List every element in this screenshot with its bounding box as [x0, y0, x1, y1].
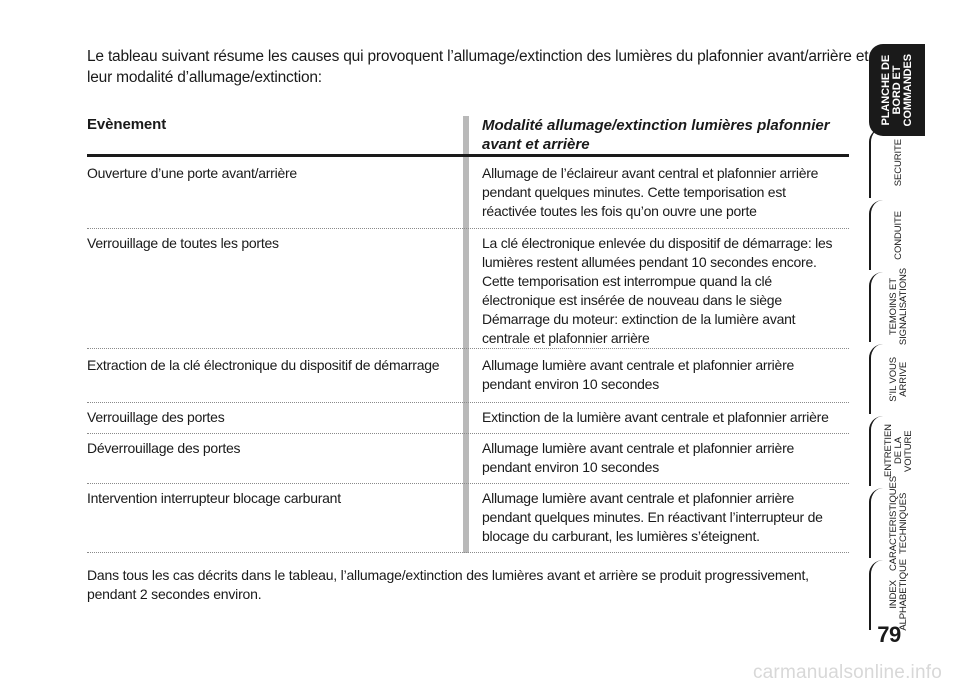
row-mode: Allumage lumière avant centrale et plafonnier arrière pendant environ 10 secondes	[482, 440, 795, 475]
row-mode: Allumage lumière avant centrale et plafonnier arrière pendant quelques minutes. En réactivant l’interrupteur de blocage du carburant, les lumières s’éteignent.	[482, 490, 823, 544]
row-mode: La clé électronique enlevée du dispositif de démarrage: les lumières restent allumées pendant 10 secondes encore. Cette temporisation est interrompue quand la clé électronique est insérée de nouveau dans le siège Démarrage du moteur: extinction de la lumière avant centrale et plafonnier arrière	[482, 235, 833, 346]
chapter-tabs	[869, 18, 960, 692]
row-separator	[87, 348, 849, 349]
column-divider	[463, 116, 469, 553]
header-rule	[87, 154, 849, 157]
tab-securite[interactable]	[869, 128, 925, 198]
tab-sil-vous-arrive[interactable]	[869, 344, 925, 414]
row-event: Verrouillage de toutes les portes	[87, 235, 279, 251]
row-separator	[87, 402, 849, 403]
intro-paragraph: Le tableau suivant résume les causes qui provoquent l’allumage/extinction des lumières du plafonnier avant/arrière et leur modalité d’allumage/extinction:	[87, 48, 869, 86]
tab-label: CARACTERISTIQUES TECHNIQUES	[888, 475, 909, 571]
tab-label: SECURITE	[893, 139, 904, 187]
tab-label: S’IL VOUS ARRIVE	[888, 356, 909, 402]
tab-label: CONDUITE	[893, 210, 904, 260]
tab-label: PLANCHE DE BORD ET COMMANDES	[879, 53, 914, 127]
header-mode: Modalité allumage/extinction lumières plafonnier avant et arrière	[482, 117, 830, 153]
header-event: Evènement	[87, 116, 167, 133]
row-event: Verrouillage des portes	[87, 409, 225, 425]
footnote: Dans tous les cas décrits dans le tableau, l’allumage/extinction des lumières avant et arrière se produit progressivement, pendant 2 secondes environ.	[87, 567, 809, 602]
page-number: 79	[877, 622, 901, 647]
tab-caracteristiques[interactable]	[869, 475, 925, 571]
tab-index[interactable]	[869, 560, 925, 630]
row-separator	[87, 228, 849, 229]
tab-conduite[interactable]	[869, 200, 925, 270]
row-mode: Allumage de l’éclaireur avant central et plafonnier arrière pendant quelques minutes. Cette temporisation est réactivée toutes les fois qu’on ouvre une porte	[482, 165, 819, 219]
row-mode: Extinction de la lumière avant centrale et plafonnier arrière	[482, 409, 829, 425]
row-event: Ouverture d’une porte avant/arrière	[87, 165, 297, 181]
row-separator	[87, 433, 849, 434]
row-event: Intervention interrupteur blocage carburant	[87, 490, 341, 506]
tab-label: ENTRETIEN DE LA VOITURE	[883, 424, 914, 478]
row-event: Extraction de la clé électronique du dispositif de démarrage	[87, 357, 440, 373]
row-separator	[87, 552, 849, 553]
watermark: carmanualsonline.info	[752, 662, 942, 683]
lighting-table	[87, 112, 849, 552]
row-mode: Allumage lumière avant centrale et plafonnier arrière pendant environ 10 secondes	[482, 357, 795, 392]
tab-label: TEMOINS ET SIGNALISATIONS	[888, 268, 909, 346]
tab-temoins[interactable]	[869, 268, 925, 346]
tab-planche-de-bord[interactable]	[869, 44, 925, 136]
row-event: Déverrouillage des portes	[87, 440, 241, 456]
tab-label: INDEX ALPHABETIQUE	[888, 559, 909, 631]
row-separator	[87, 483, 849, 484]
